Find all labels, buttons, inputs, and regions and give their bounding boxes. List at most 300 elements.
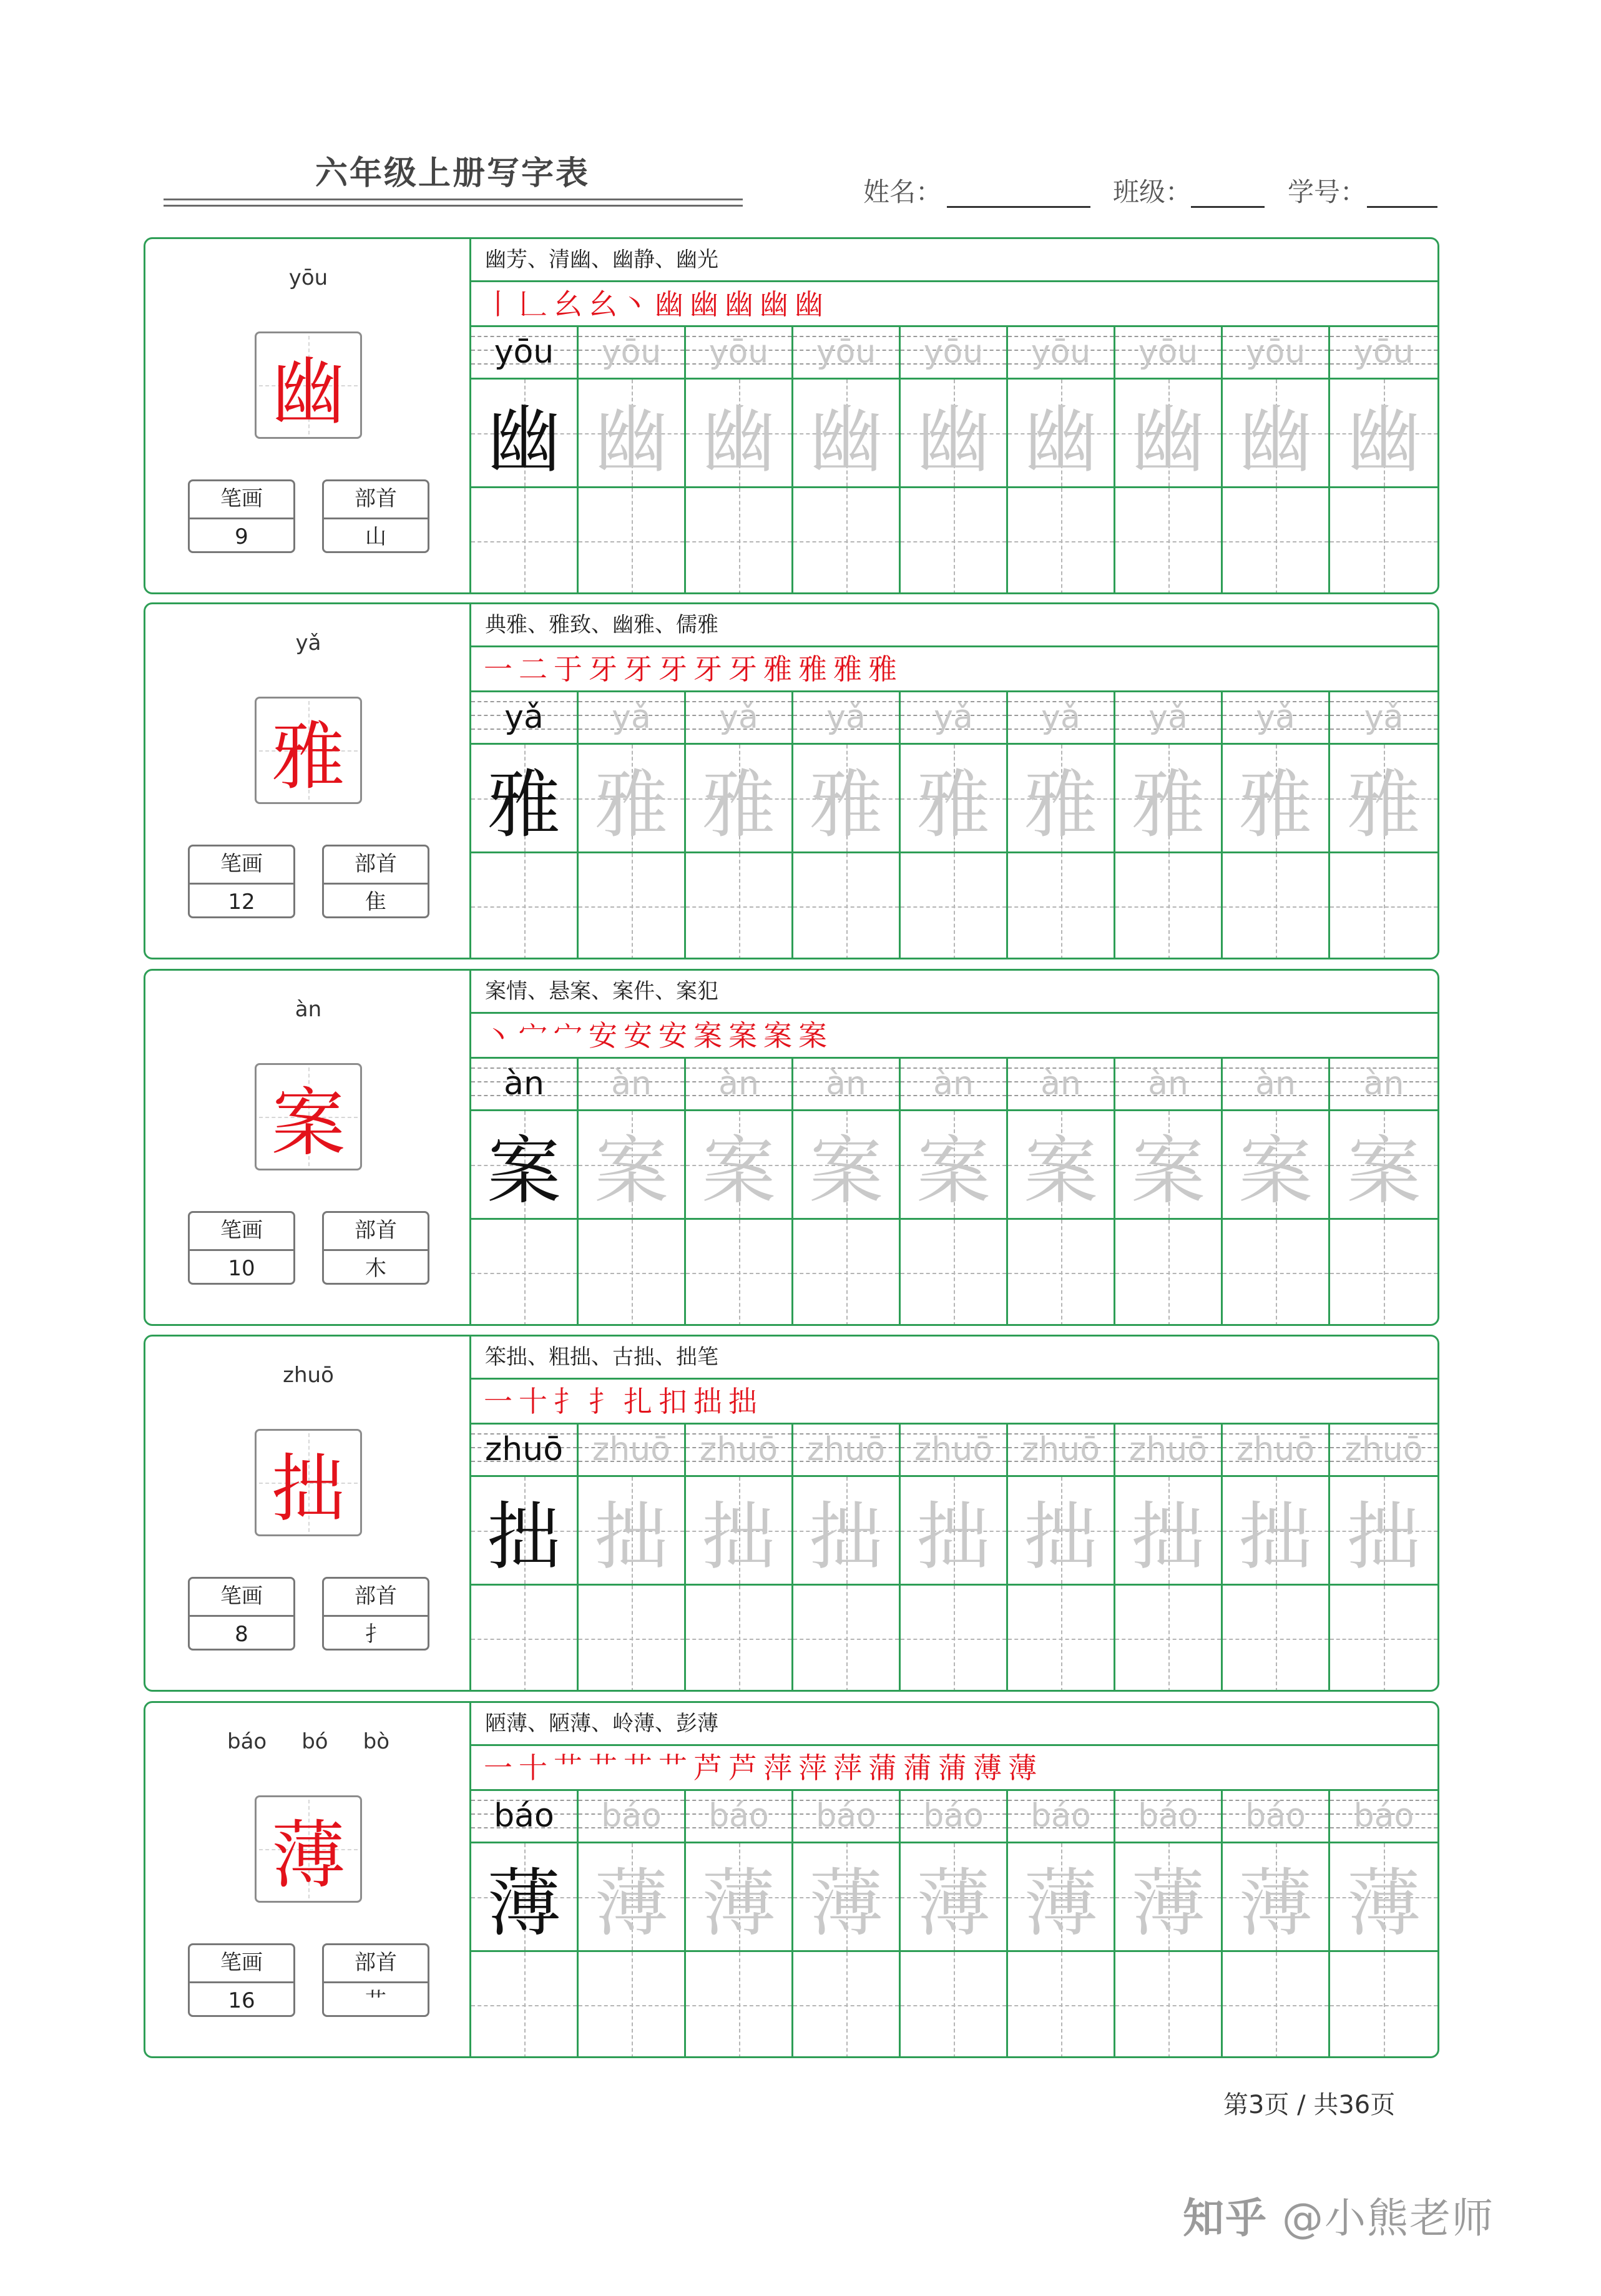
radical-value: 隹 (365, 890, 386, 915)
blank-practice-cell[interactable] (686, 853, 793, 959)
pinyin-practice-cell[interactable] (1008, 692, 1115, 743)
pinyin-practice-cell[interactable] (1330, 327, 1437, 378)
pinyin-trace: yǎ (1256, 699, 1295, 736)
stroke-step: 案 (798, 1019, 830, 1052)
pinyin-practice-cell[interactable] (901, 1059, 1008, 1109)
pinyin-practice-cell[interactable] (1115, 692, 1223, 743)
radical-box (322, 1943, 429, 2017)
char-trace: 拙 (809, 1493, 883, 1580)
radical-value: 木 (365, 1256, 386, 1281)
pinyin-trace: àn (1148, 1065, 1188, 1102)
blank-practice-cell[interactable] (1008, 1586, 1115, 1692)
pinyin-trace: zhuō (592, 1431, 671, 1468)
stroke-step: 𠃊 (519, 287, 550, 321)
pinyin-trace: yǎ (1041, 699, 1080, 736)
stroke-step: 蒲 (903, 1751, 934, 1785)
blank-practice-cell[interactable] (579, 1220, 686, 1326)
pinyin-practice-cell[interactable] (1008, 1425, 1115, 1475)
char-trace: 案 (594, 1127, 668, 1214)
pinyin-model: yǎ (504, 699, 544, 736)
char-practice-cell[interactable] (793, 1477, 901, 1584)
char-practice-cell[interactable] (901, 380, 1008, 486)
pinyin-trace: yǎ (1148, 699, 1188, 736)
radical-value: 艹 (365, 1988, 386, 2013)
blank-practice-cell[interactable] (793, 1586, 901, 1692)
stroke-step: 雅 (763, 652, 795, 686)
blank-practice-cell[interactable] (471, 488, 579, 594)
pinyin-reading: yǎ (295, 630, 321, 655)
blank-practice-cell[interactable] (901, 1586, 1008, 1692)
blank-practice-cell[interactable] (1115, 1220, 1223, 1326)
char-trace: 拙 (1346, 1493, 1421, 1580)
char-trace: 薄 (1238, 1860, 1313, 1946)
radical-value: 山 (365, 524, 386, 549)
stroke-order (471, 1746, 1437, 1791)
char-trace: 拙 (1131, 1493, 1205, 1580)
pinyin-practice-cell[interactable] (1223, 327, 1330, 378)
char-model: 案 (487, 1127, 561, 1214)
stroke-count-box (188, 1943, 295, 2017)
char-info-panel (145, 971, 471, 1324)
stroke-order (471, 647, 1437, 692)
pinyin-trace: yōu (1354, 333, 1414, 371)
page-number: 第3页 / 共36页 (1223, 2091, 1396, 2119)
pinyin-trace: yōu (1245, 333, 1306, 371)
pinyin-practice-cell[interactable] (686, 1059, 793, 1109)
blank-practice-cell[interactable] (686, 1952, 793, 2058)
char-trace: 幽 (702, 396, 776, 483)
char-practice-cell[interactable] (471, 745, 579, 851)
id-label: 学号： (1288, 177, 1367, 207)
pinyin-practice-cell[interactable] (471, 1059, 579, 1109)
blank-practice-row (471, 1952, 1437, 2058)
stroke-count-box (188, 479, 295, 553)
blank-practice-cell[interactable] (1330, 853, 1437, 959)
char-practice-cell[interactable] (579, 1111, 686, 1218)
radical-value: 扌 (365, 1622, 386, 1647)
pinyin-trace: àn (611, 1065, 652, 1102)
char-trace: 雅 (1024, 761, 1098, 848)
stroke-step: 艹 (554, 1751, 585, 1785)
char-practice-cell[interactable] (579, 745, 686, 851)
char-practice-cell[interactable] (1115, 1111, 1223, 1218)
pinyin-practice-cell[interactable] (579, 1791, 686, 1842)
blank-practice-cell[interactable] (1223, 1220, 1330, 1326)
stroke-step: 于 (554, 652, 585, 686)
pinyin-practice-cell[interactable] (579, 327, 686, 378)
pinyin-trace: báo (923, 1797, 984, 1835)
char-pinyin (145, 265, 471, 290)
watermark (1183, 2185, 1494, 2244)
char-practice-cell[interactable] (1330, 1477, 1437, 1584)
pinyin-practice-cell[interactable] (579, 1059, 686, 1109)
char-practice-cell[interactable] (793, 380, 901, 486)
char-practice-cell[interactable] (1330, 745, 1437, 851)
pinyin-practice-cell[interactable] (1008, 1059, 1115, 1109)
pinyin-practice-cell[interactable] (1330, 692, 1437, 743)
pinyin-trace: yōu (708, 333, 769, 371)
pinyin-trace: báo (1138, 1797, 1198, 1835)
pinyin-practice-cell[interactable] (793, 1425, 901, 1475)
blank-practice-cell[interactable] (901, 1220, 1008, 1326)
stroke-step: 扣 (659, 1385, 690, 1418)
char-practice-cell[interactable] (901, 1843, 1008, 1950)
pinyin-practice-cell[interactable] (901, 692, 1008, 743)
stroke-count-label: 笔画 (190, 1579, 293, 1617)
pinyin-reading: bó (301, 1729, 328, 1754)
stroke-step: 幽 (690, 287, 721, 321)
pinyin-practice-cell[interactable] (1008, 327, 1115, 378)
blank-practice-cell[interactable] (901, 853, 1008, 959)
char-card (144, 237, 1439, 594)
stroke-step: 蒲 (868, 1751, 899, 1785)
pinyin-practice-cell[interactable] (471, 327, 579, 378)
blank-practice-cell[interactable] (686, 1220, 793, 1326)
char-display-box (255, 331, 362, 439)
radical-label: 部首 (324, 1213, 428, 1251)
char-trace: 薄 (1131, 1860, 1205, 1946)
char-practice-cell[interactable] (1330, 1843, 1437, 1950)
pinyin-trace: yōu (816, 333, 876, 371)
pinyin-trace: zhuō (914, 1431, 993, 1468)
char-trace: 拙 (1024, 1493, 1098, 1580)
radical-box (322, 845, 429, 918)
pinyin-practice-cell[interactable] (686, 692, 793, 743)
pinyin-practice-cell[interactable] (793, 692, 901, 743)
blank-practice-cell[interactable] (686, 488, 793, 594)
pinyin-practice-cell[interactable] (1115, 327, 1223, 378)
char-pinyin (145, 1363, 471, 1388)
stroke-count-value: 12 (228, 890, 255, 915)
char-trace: 雅 (702, 761, 776, 848)
blank-practice-cell[interactable] (793, 1952, 901, 2058)
pinyin-practice-cell[interactable] (1330, 1791, 1437, 1842)
stroke-step: 幽 (760, 287, 791, 321)
stroke-step: 牙 (589, 652, 620, 686)
stroke-step: 雅 (798, 652, 830, 686)
char-practice-row (471, 1477, 1437, 1586)
pinyin-reading: báo (227, 1729, 267, 1754)
stroke-step: 扌 (554, 1385, 585, 1418)
pinyin-practice-cell[interactable] (901, 327, 1008, 378)
stroke-step: 宀 (554, 1019, 585, 1052)
char-info-panel (145, 1703, 471, 2056)
char-model: 雅 (487, 761, 561, 848)
blank-practice-cell[interactable] (471, 1586, 579, 1692)
char-practice-cell[interactable] (471, 1477, 579, 1584)
pinyin-practice-cell[interactable] (793, 1059, 901, 1109)
stroke-count-box (188, 1577, 295, 1651)
blank-practice-cell[interactable] (1223, 853, 1330, 959)
blank-practice-cell[interactable] (1330, 488, 1437, 594)
stroke-count-value: 9 (235, 524, 248, 549)
char-practice-row (471, 1843, 1437, 1952)
stroke-step: 萍 (763, 1751, 795, 1785)
stroke-step: 幽 (795, 287, 826, 321)
stroke-step: 安 (589, 1019, 620, 1052)
char-trace: 案 (1238, 1127, 1313, 1214)
stroke-count-value: 10 (228, 1256, 255, 1281)
pinyin-practice-cell[interactable] (901, 1425, 1008, 1475)
pinyin-practice-row (471, 692, 1437, 745)
pinyin-practice-cell[interactable] (793, 1791, 901, 1842)
stroke-step: 丶 (484, 1019, 515, 1052)
char-practice-cell[interactable] (686, 1111, 793, 1218)
blank-practice-cell[interactable] (1330, 1952, 1437, 2058)
pinyin-practice-row (471, 1791, 1437, 1843)
radical-label: 部首 (324, 1945, 428, 1983)
char-info-panel (145, 604, 471, 958)
char-practice-cell[interactable] (1008, 1477, 1115, 1584)
blank-practice-cell[interactable] (1223, 488, 1330, 594)
stroke-step: 一 (484, 1385, 515, 1418)
char-practice-cell[interactable] (1223, 380, 1330, 486)
blank-practice-cell[interactable] (1115, 1952, 1223, 2058)
char-trace: 拙 (1238, 1493, 1313, 1580)
blank-practice-cell[interactable] (579, 1586, 686, 1692)
stroke-step: 芦 (728, 1751, 760, 1785)
stroke-step: 牙 (728, 652, 760, 686)
pinyin-practice-cell[interactable] (686, 1425, 793, 1475)
pinyin-trace: yǎ (826, 699, 866, 736)
char-practice-cell[interactable] (1008, 745, 1115, 851)
stroke-step: 幽 (655, 287, 686, 321)
title-underline (164, 199, 743, 200)
pinyin-practice-cell[interactable] (1008, 1791, 1115, 1842)
char-trace: 案 (809, 1127, 883, 1214)
pinyin-practice-cell[interactable] (1223, 1425, 1330, 1475)
blank-practice-cell[interactable] (901, 1952, 1008, 2058)
char-practice-cell[interactable] (686, 1477, 793, 1584)
stroke-step: 二 (519, 652, 550, 686)
char-practice-cell[interactable] (901, 1111, 1008, 1218)
pinyin-practice-cell[interactable] (1330, 1059, 1437, 1109)
char-trace: 幽 (1346, 396, 1421, 483)
blank-practice-cell[interactable] (1115, 1586, 1223, 1692)
blank-practice-cell[interactable] (1223, 1586, 1330, 1692)
blank-practice-cell[interactable] (793, 853, 901, 959)
pinyin-practice-cell[interactable] (1115, 1425, 1223, 1475)
stroke-step: 薄 (973, 1751, 1004, 1785)
id-field[interactable] (1367, 206, 1437, 208)
blank-practice-cell[interactable] (1008, 1220, 1115, 1326)
char-practice-cell[interactable] (579, 1843, 686, 1950)
stroke-step: 十 (519, 1385, 550, 1418)
pinyin-trace: àn (1255, 1065, 1296, 1102)
pinyin-trace: yǎ (719, 699, 758, 736)
pinyin-practice-cell[interactable] (1330, 1425, 1437, 1475)
stroke-order (471, 282, 1437, 327)
char-practice-cell[interactable] (1223, 1111, 1330, 1218)
char-trace: 薄 (916, 1860, 991, 1946)
pinyin-practice-cell[interactable] (1223, 1059, 1330, 1109)
blank-practice-cell[interactable] (471, 1220, 579, 1326)
example-words: 陋薄、陋薄、岭薄、彭薄 (471, 1703, 1437, 1746)
blank-practice-cell[interactable] (1330, 1586, 1437, 1692)
char-display-box (255, 1795, 362, 1903)
char-practice-cell[interactable] (1008, 1111, 1115, 1218)
blank-practice-cell[interactable] (1008, 1952, 1115, 2058)
char-trace: 雅 (1346, 761, 1421, 848)
example-words: 案情、悬案、案件、案犯 (471, 971, 1437, 1014)
char-practice-cell[interactable] (793, 1843, 901, 1950)
stroke-step: 幺 (554, 287, 585, 321)
practice-panel (471, 1337, 1437, 1690)
pinyin-practice-cell[interactable] (901, 1791, 1008, 1842)
page-title: 六年级上册写字表 (315, 155, 590, 192)
char-card (144, 1335, 1439, 1692)
pinyin-practice-cell[interactable] (793, 327, 901, 378)
stroke-step: 艹 (624, 1751, 655, 1785)
pinyin-practice-row (471, 327, 1437, 380)
stroke-step: 拙 (693, 1385, 725, 1418)
radical-box (322, 1211, 429, 1285)
pinyin-trace: báo (1245, 1797, 1306, 1835)
stroke-step: 蒲 (938, 1751, 969, 1785)
char-practice-cell[interactable] (1115, 1843, 1223, 1950)
pinyin-practice-cell[interactable] (1115, 1059, 1223, 1109)
blank-practice-cell[interactable] (686, 1586, 793, 1692)
blank-practice-cell[interactable] (793, 1220, 901, 1326)
char-practice-cell[interactable] (686, 380, 793, 486)
char-practice-cell[interactable] (1330, 1111, 1437, 1218)
char-practice-cell[interactable] (1223, 1843, 1330, 1950)
char-practice-cell[interactable] (1115, 745, 1223, 851)
pinyin-practice-cell[interactable] (1223, 1791, 1330, 1842)
pinyin-practice-cell[interactable] (471, 692, 579, 743)
char-practice-cell[interactable] (793, 1111, 901, 1218)
char-practice-cell[interactable] (1115, 1477, 1223, 1584)
blank-practice-cell[interactable] (1223, 1952, 1330, 2058)
char-practice-cell[interactable] (901, 1477, 1008, 1584)
char-trace: 幽 (594, 396, 668, 483)
char-practice-cell[interactable] (1008, 1843, 1115, 1950)
radical-label: 部首 (324, 1579, 428, 1617)
watermark-author: @小熊老师 (1281, 2194, 1494, 2242)
pinyin-trace: zhuō (1129, 1431, 1208, 1468)
char-practice-cell[interactable] (686, 1843, 793, 1950)
char-practice-cell[interactable] (793, 745, 901, 851)
pinyin-practice-cell[interactable] (1115, 1791, 1223, 1842)
pinyin-model: zhuō (484, 1431, 564, 1468)
blank-practice-cell[interactable] (471, 1952, 579, 2058)
blank-practice-cell[interactable] (793, 488, 901, 594)
blank-practice-cell[interactable] (901, 488, 1008, 594)
stroke-step: 案 (728, 1019, 760, 1052)
char-practice-cell[interactable] (686, 745, 793, 851)
name-field[interactable] (947, 206, 1090, 208)
stroke-step: 宀 (519, 1019, 550, 1052)
char-trace: 薄 (1024, 1860, 1098, 1946)
radical-label: 部首 (324, 846, 428, 885)
pinyin-practice-cell[interactable] (579, 1425, 686, 1475)
stroke-step: 拙 (728, 1385, 760, 1418)
blank-practice-cell[interactable] (1330, 1220, 1437, 1326)
practice-panel (471, 604, 1437, 958)
stroke-step: 牙 (659, 652, 690, 686)
pinyin-practice-cell[interactable] (686, 1791, 793, 1842)
char-practice-cell[interactable] (579, 1477, 686, 1584)
pinyin-practice-cell[interactable] (471, 1425, 579, 1475)
example-words: 幽芳、清幽、幽静、幽光 (471, 239, 1437, 282)
char-card (144, 602, 1439, 959)
pinyin-practice-cell[interactable] (471, 1791, 579, 1842)
blank-practice-cell[interactable] (471, 853, 579, 959)
example-words: 典雅、雅致、幽雅、儒雅 (471, 604, 1437, 647)
stroke-step: 扎 (624, 1385, 655, 1418)
title-underline (164, 205, 743, 207)
stroke-step: 扌 (589, 1385, 620, 1418)
stroke-step: 一 (484, 1751, 515, 1785)
blank-practice-cell[interactable] (1115, 853, 1223, 959)
pinyin-practice-cell[interactable] (579, 692, 686, 743)
char-trace: 薄 (702, 1860, 776, 1946)
char-display-box (255, 1063, 362, 1170)
example-words: 笨拙、粗拙、古拙、拙笔 (471, 1337, 1437, 1380)
pinyin-reading: zhuō (283, 1363, 334, 1388)
char-trace: 雅 (916, 761, 991, 848)
char-practice-cell[interactable] (471, 1843, 579, 1950)
char-pinyin (145, 1729, 471, 1754)
blank-practice-cell[interactable] (579, 1952, 686, 2058)
char-practice-cell[interactable] (1330, 380, 1437, 486)
char-practice-cell[interactable] (1223, 745, 1330, 851)
target-char: 案 (271, 1080, 345, 1166)
stroke-count-value: 16 (228, 1988, 255, 2013)
pinyin-trace: yōu (923, 333, 984, 371)
char-pinyin (145, 997, 471, 1022)
char-practice-cell[interactable] (579, 380, 686, 486)
blank-practice-row (471, 488, 1437, 594)
zhihu-logo: 知乎 (1183, 2194, 1268, 2242)
pinyin-trace: zhuō (1236, 1431, 1315, 1468)
char-trace: 案 (702, 1127, 776, 1214)
blank-practice-cell[interactable] (1008, 488, 1115, 594)
char-model: 幽 (487, 396, 561, 483)
pinyin-trace: zhuō (1021, 1431, 1100, 1468)
pinyin-trace: àn (718, 1065, 759, 1102)
char-trace: 案 (1024, 1127, 1098, 1214)
char-practice-cell[interactable] (901, 745, 1008, 851)
pinyin-practice-cell[interactable] (686, 327, 793, 378)
stroke-step: 案 (693, 1019, 725, 1052)
pinyin-practice-row (471, 1425, 1437, 1477)
pinyin-trace: zhuō (699, 1431, 778, 1468)
blank-practice-cell[interactable] (1115, 488, 1223, 594)
stroke-step: 雅 (833, 652, 864, 686)
class-field[interactable] (1191, 206, 1265, 208)
char-card (144, 1701, 1439, 2058)
stroke-step: 幺丶 (589, 287, 651, 321)
char-trace: 雅 (1238, 761, 1313, 848)
blank-practice-cell[interactable] (579, 853, 686, 959)
stroke-step: 芦 (693, 1751, 725, 1785)
char-practice-cell[interactable] (471, 1111, 579, 1218)
stroke-step: 丨 (484, 287, 515, 321)
blank-practice-cell[interactable] (1008, 853, 1115, 959)
char-practice-cell[interactable] (1008, 380, 1115, 486)
char-practice-cell[interactable] (1115, 380, 1223, 486)
blank-practice-cell[interactable] (579, 488, 686, 594)
char-practice-cell[interactable] (1223, 1477, 1330, 1584)
pinyin-practice-cell[interactable] (1223, 692, 1330, 743)
stroke-order (471, 1380, 1437, 1425)
char-trace: 案 (916, 1127, 991, 1214)
pinyin-trace: yōu (601, 333, 662, 371)
char-display-box (255, 697, 362, 804)
practice-panel (471, 971, 1437, 1324)
char-practice-cell[interactable] (471, 380, 579, 486)
